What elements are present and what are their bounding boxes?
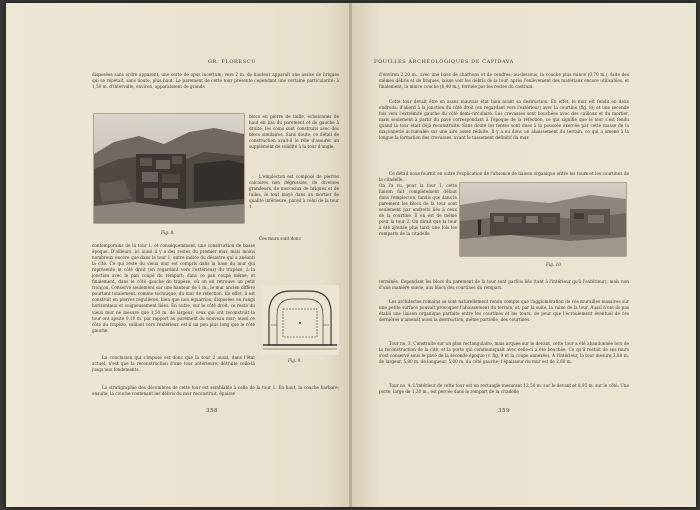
running-head-left: GR. FLORESCU xyxy=(208,59,256,65)
figure-8-image xyxy=(94,114,244,223)
book-spread xyxy=(6,3,696,507)
figure-9-plan xyxy=(261,285,339,355)
left-paragraph-beside-fig8: blocs en pierre de taille, échelonnés de haut en bas du parement et de gauche à droite; les coins sont construits avec des blocs similaires. Sans doute, ce détail de construction avait-il le rôle d'assurer un supplément de solidité à la tour d'angle. xyxy=(249,114,339,150)
left-paragraph-emplecton: L'emplecton est composé de pierres calcaires non dégrossies, de diverses grandeurs, de morceaux de briques et de tuiles, le tout mayé dans un mortier de qualité inférieure, pareil à celui de la tour 1. xyxy=(249,174,339,210)
right-paragraph-architectes: Les architectes romains se sont naturellement rendu compte que l'agglomération de ces murailles massives sur une petite surface pouvait provoquer l'abaissement du terrain, et, par la suite, la ruine de la tour. Aussi n'ont-ils pas établi une liaison organique parfaite entre les courtines et les tours, de peur que l'écroulement éventuel de ces dernières n'amenât aussi la destruction, même partielle, des courtines. xyxy=(379,299,629,323)
right-page xyxy=(352,3,696,507)
right-paragraph-ce-detail: Ce détail nous fournit en outre l'explication de l'absence de liaison organique entre les tours et les courtines de la citadelle. xyxy=(379,171,629,183)
figure-8-photo xyxy=(94,114,244,223)
right-paragraph-cette-tour: Cette tour devait être en assez mauvais état bien avant sa destruction. En effet, le mur est fendu en deux endroits: d'abord à la jonction du côté droit (en regardant vers l'extérieur) avec la courtine (fig. 8); et une seconde fois vers l'extrémité gauche du côté demi-circulaire. Les crevasses sont bouchées avec des cailloux et du mortier, mais seulement à partir du pavé correspondant à l'époque de la réfection, ce qui signifie que le mur s'est fendu quand la tour était déjà reconstruite. Sans doute les fentes sont dues à la poussée exercée par cette masse de la maçonnerie accumulée sur une aire assez réduite. Il y a eu donc un abaissement du terrain, ce qui a amené à la longue la formation des crevasses, avant le tassement définitif du mur. xyxy=(379,99,629,141)
figure-9-caption: Fig. 9. xyxy=(288,358,302,363)
right-paragraph-beside-fig10: On l'a vu, pour la tour 1, cette liaison fait complètement défaut dans l'emplecton, tandis que dans le parement les blocs de la tour sont seulement par endroits liés à ceux de la courtine. Il en est de même pour la tour 2. On dirait que la tour a été ajoutée plus tard; une fois les remparts de la citadelle xyxy=(379,183,457,237)
left-paragraph-stratigraphie: La stratigraphie des décombres de cette tour est semblable à celle de la tour 1. En haut, la couche barbare; ensuite, la couche contenant les débris du mur reconstruit, épaisse xyxy=(92,385,339,397)
left-paragraph-conclusion: La conclusion qui s'impose est donc que la tour 2 aussi, dans l'état actuel, n'est que la reconstruction d'une tour antérieure, détruite celle-là jusqu'aux fondements. xyxy=(92,355,255,373)
left-paragraph-contemporains: contemporains de la tour 1, et conséquemment, une construction de basse époque. D'ailleurs, ici aussi il y a des restes du premier mur, mais moins nombreux encore que dans la tour 1, entre indice du désastre qui a anéanti la cité. Ce qui reste du vieux mur est compris dans la base du mur qui représente le côté droit (en regardant vers l'extérieur) du trapèze, à la jonction avec le pan coupé du rempart; dans ce pan coupé même; et finalement, dans le côté gauche du trapèze, où on en retrouve un petit tronçon. Conservé seulement sur une hauteur de 1 m., le mur ancien diffère pourtant totalement, comme technique, du mur de réfection. En effet, il est construit en pierres régulières, bien que non équarries, disposées en rangs horizontaux et soigneusement liées. En outre, sur le côté droit, ce reste du vieux mur ne mesure que 1,50 m. de largeur; ceux qui ont reconstruit la tour ont ajouté 0,10 m. par rapport au parement du nouveau mur; aussi ce côté du trapèze, saillant vers l'extérieur, est-il un peu plus long que le côté gauche. xyxy=(92,243,255,333)
figure-10-image xyxy=(460,183,626,256)
figure-9-image xyxy=(261,285,339,355)
left-paragraph-ces-murs: Ces murs sont donc xyxy=(259,236,301,241)
page-number-left: 358 xyxy=(206,408,218,414)
right-paragraph-tour-3: Tour no. 3. Construite sur un plan rectangulaire, mais arquée sur le devant, cette tour a été abandonnée lors de la reconstruction de la cité, et la porte qui communiquait avec celle-ci a été bouchée. Ce qu'il restait de ses murs s'est conservé sous le pavé de la seconde époque (v. fig. 9 et la coupe annexée). À l'intérieur, la tour mesure 3,80 m. de largeur, 5,80 m. de longueur, 5,00 m. du côté gauche; l'épaisseur du mur est de 2,60 m. xyxy=(379,341,629,365)
page-number-right: 359 xyxy=(498,408,510,414)
right-paragraph-termines: terminés. Cependant les blocs du parement de la tour sont parfois liés (tant à l'intérieur qu'à l'extérieur), mais non d'une manière suivie, aux blocs des courtines du rempart. xyxy=(379,279,629,291)
left-paragraph-top: disposées sans ordre apparent, une sorte de opus incertum; vers 2 m. de hauteur apparaît une assise de briques qui se répétait, sans doute, plus haut. Le parement de cette tour présente cependant une certaine particularité: à 1,50 m. d'intervalle, environ, apparaissent de grands xyxy=(92,72,339,90)
left-page xyxy=(6,3,350,507)
figure-8-caption: Fig. 8. xyxy=(161,230,175,235)
figure-10-photo xyxy=(460,183,626,256)
right-paragraph-top: d'environ 2,20 m., avec une base de charbons et de cendres; au-dessous, la couche plus mince (0,70 m.), faite des mêmes débris et de briques, laisse voir les débris de la tour, après l'enlèvement des matériaux encore utilisables, et finalement, la mince couche (0,40 m.), formée par les restes du castrum. xyxy=(379,72,629,90)
right-paragraph-tour-4: Tour no. 4. L'intérieur de cette tour est un rectangle mesurant 12,50 m. sur le devant et 8,95 m. sur le côté. Une porte, large de 1,20 m., est percée dans le rempart de la citadelle xyxy=(379,383,629,395)
running-head-right: FOUILLES ARCHÉOLOGIQUES DE CAPIDAVA xyxy=(374,59,515,65)
figure-10-caption: Fig. 10. xyxy=(546,262,563,267)
